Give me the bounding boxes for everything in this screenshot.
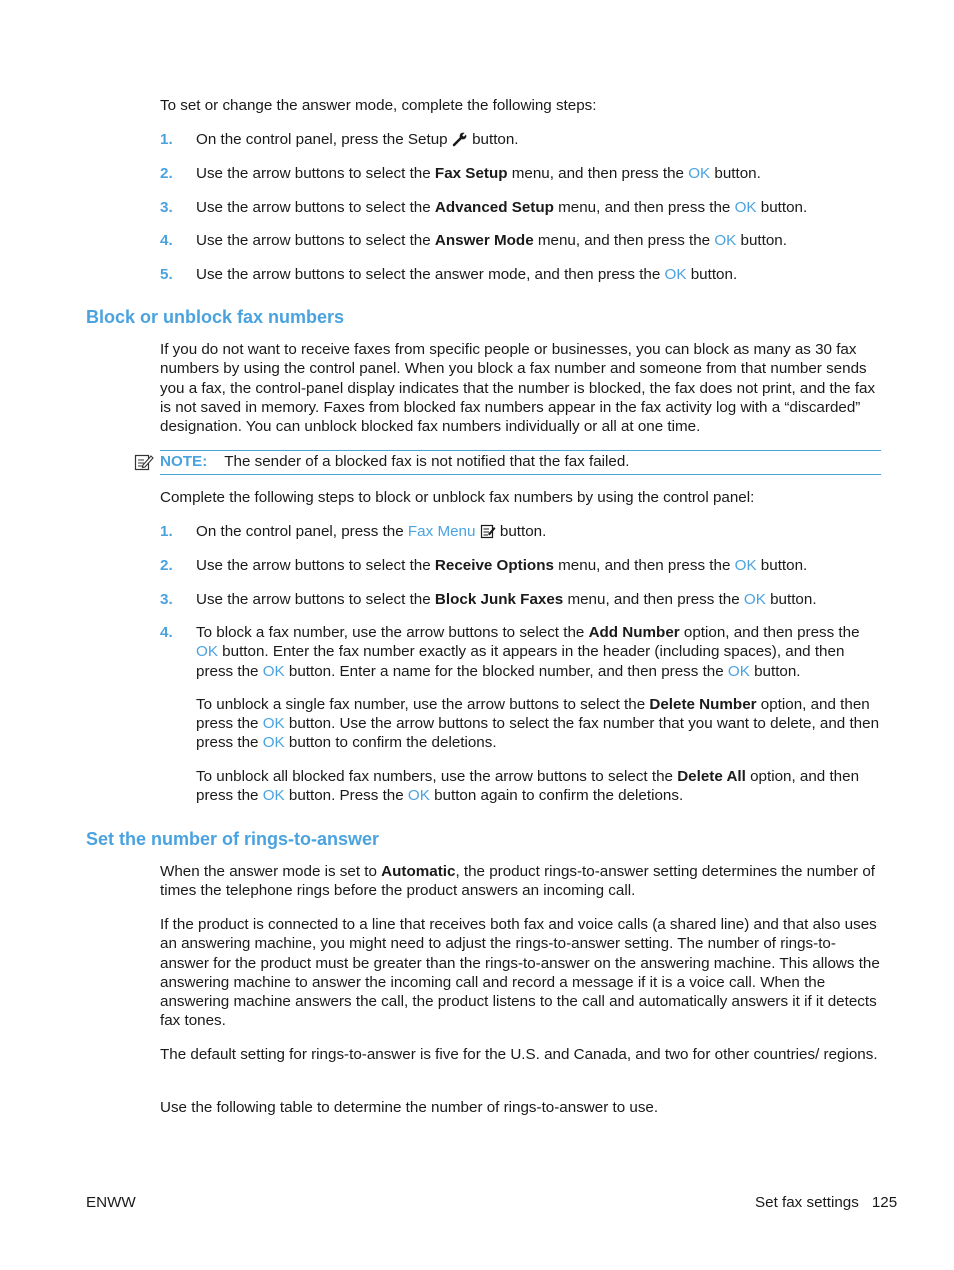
rings-paragraph-2: If the product is connected to a line that receives both fax and voice calls (a shared line) and that also uses an answering machine, you might need to adjust the rings-to-answer setting. The number of rings-to-answer for the product must be greater than the rings-to-answer on the answering machine. This allows the answering machine to answer the incoming call and record a message if it is a voice call. When the answering machine answers the call, the product listens to the call and automatically answers it if it detects fax tones. xyxy=(160,916,880,1030)
note-content xyxy=(160,452,881,471)
block-paragraph: If you do not want to receive faxes from specific people or businesses, you can block as many as 30 fax numbers by using the control panel. When you block a fax number and someone from that number sends you a fax, the control-panel display indicates that the number is blocked, the fax does not print, and the fax is not saved in memory. Faxes from blocked fax numbers appear in the fax activity log with a “discarded” designation. You can unblock blocked fax numbers individually or all at one time. xyxy=(160,341,876,436)
ok-button-reference: OK xyxy=(262,662,285,680)
step-text: On the control panel, press the Setup button. xyxy=(196,131,519,148)
step-text: Use the arrow buttons to select the Receive Options menu, and then press the OK button. xyxy=(196,557,808,574)
step-number: 4. xyxy=(160,624,173,641)
step-number: 2. xyxy=(160,557,173,574)
ok-button-reference: OK xyxy=(262,787,285,805)
step-text: On the control panel, press the Fax Menu button. xyxy=(196,523,547,540)
step-number: 1. xyxy=(160,523,173,540)
step-number: 1. xyxy=(160,131,173,148)
intro-text: To set or change the answer mode, complete the following steps: xyxy=(160,97,597,114)
step-number: 4. xyxy=(160,232,173,249)
ok-button-reference: OK xyxy=(714,232,737,249)
note-icon xyxy=(134,453,154,471)
ok-button-reference: OK xyxy=(262,715,285,733)
step-number: 3. xyxy=(160,591,173,608)
step4-paragraph-delete-all: To unblock all blocked fax numbers, use the arrow buttons to select the Delete All option, and then press the OK button. Press the OK button again to confirm the deletions. xyxy=(196,767,860,805)
fax-menu-reference: Fax Menu xyxy=(407,523,476,540)
fax-menu-icon xyxy=(480,523,496,539)
step-text: Use the arrow buttons to select the answer mode, and then press the OK button. xyxy=(196,266,738,283)
ok-button-reference: OK xyxy=(743,591,766,608)
page-number: 125 xyxy=(871,1194,898,1211)
note-text: The sender of a blocked fax is not notified that the fax failed. xyxy=(224,453,630,470)
section-heading-rings: Set the number of rings-to-answer xyxy=(86,829,380,849)
ok-button-reference: OK xyxy=(407,787,430,805)
ok-button-reference: OK xyxy=(196,643,218,661)
footer-right xyxy=(755,1193,897,1212)
rings-paragraph-4: Use the following table to determine the number of rings-to-answer to use. xyxy=(160,1099,659,1116)
ok-button-reference: OK xyxy=(664,266,687,283)
rings-paragraph-3: The default setting for rings-to-answer is five for the U.S. and Canada, and two for other countries/ regions. xyxy=(160,1046,878,1063)
ok-button-reference: OK xyxy=(727,662,750,680)
step-text: Use the arrow buttons to select the Fax Setup menu, and then press the OK button. xyxy=(196,165,761,182)
section-heading-block: Block or unblock fax numbers xyxy=(86,307,345,327)
block-lead-text: Complete the following steps to block or unblock fax numbers by using the control panel: xyxy=(160,489,755,506)
step-number: 5. xyxy=(160,266,173,283)
rings-paragraph-1: When the answer mode is set to Automatic, the product rings-to-answer setting determines the number of times the telephone rings before the product answers an incoming call. xyxy=(160,863,875,900)
step-text xyxy=(196,623,884,805)
step-number: 2. xyxy=(160,165,173,182)
step-text: Use the arrow buttons to select the Answer Mode menu, and then press the OK button. xyxy=(196,232,787,249)
ok-button-reference: OK xyxy=(688,165,711,182)
note-label: NOTE: xyxy=(160,453,208,470)
step4-paragraph-delete-number: To unblock a single fax number, use the arrow buttons to select the Delete Number option, and then press the OK button. Use the arrow buttons to select the fax number that you want to delete, and then press the OK button to confirm the deletions. xyxy=(196,695,880,752)
step-number: 3. xyxy=(160,199,173,216)
footer-section-label: Set fax settings xyxy=(755,1194,859,1211)
ok-button-reference: OK xyxy=(734,557,757,574)
step-text: Use the arrow buttons to select the Advanced Setup menu, and then press the OK button. xyxy=(196,199,808,216)
footer-left: ENWW xyxy=(86,1194,136,1211)
ok-button-reference: OK xyxy=(262,734,285,752)
note-box xyxy=(160,450,881,475)
wrench-icon xyxy=(452,132,468,147)
ok-button-reference: OK xyxy=(734,199,757,216)
step-text: Use the arrow buttons to select the Block Junk Faxes menu, and then press the OK button. xyxy=(196,591,817,608)
step4-paragraph-add: To block a fax number, use the arrow buttons to select the Add Number option, and then press the OK button. Enter the fax number exactly as it appears in the header (including spaces), and then press the OK button. Enter a name for the blocked number, and then press the OK button. xyxy=(196,624,860,680)
